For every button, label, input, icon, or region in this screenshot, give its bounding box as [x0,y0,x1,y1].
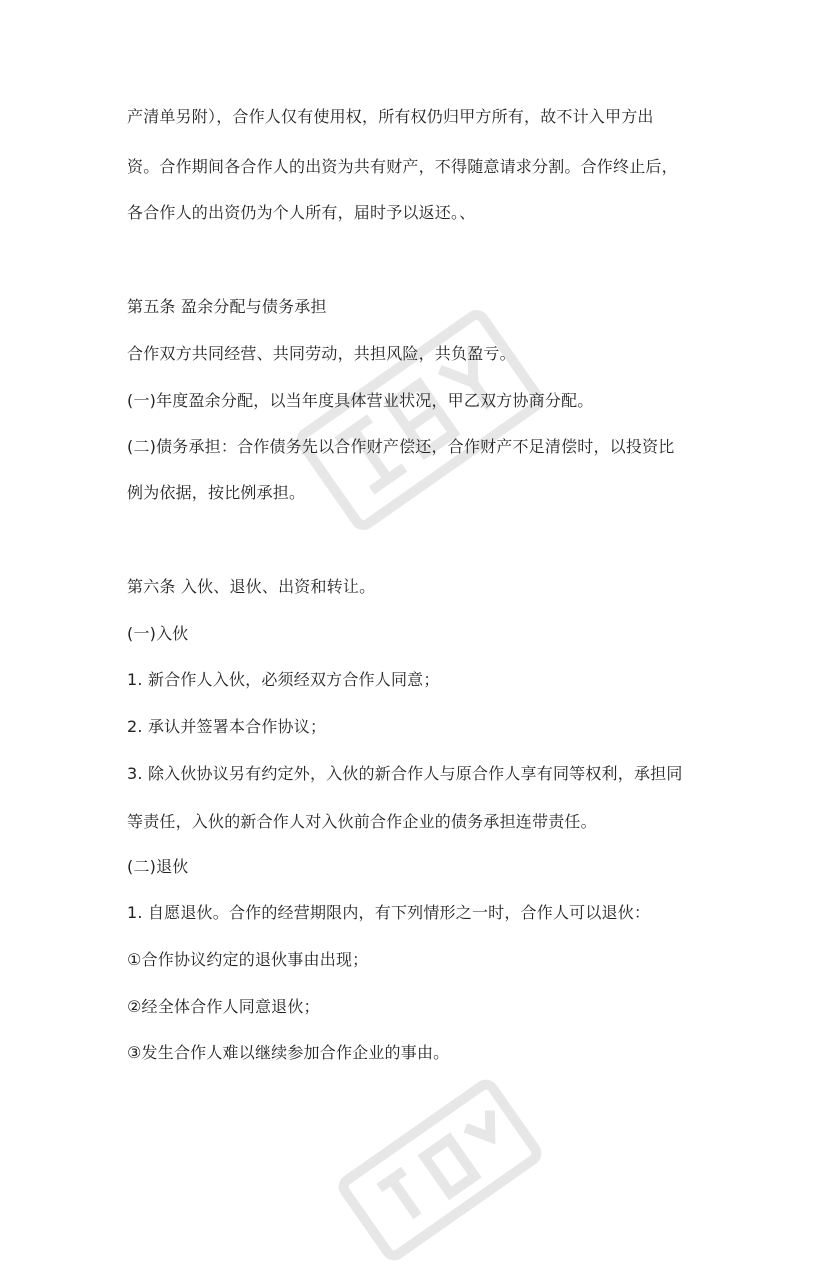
list-item: 1. 新合作人入伙，必须经双方合作人同意； [127,670,440,689]
list-item: ③发生合作人难以继续参加合作企业的事由。 [127,1043,450,1062]
subsection-heading: (二)退伙 [127,857,189,876]
section-heading: 第五条 盈余分配与债务承担 [127,297,327,316]
paragraph-line: 资。合作期间各合作人的出资为共有财产，不得随意请求分割。合作终止后， [127,157,678,176]
paragraph-line: 产清单另附），合作人仅有使用权，所有权仍归甲方所有，故不计入甲方出 [127,107,654,126]
list-item: 2. 承认并签署本合作协议； [127,717,327,736]
watermark-stamp-icon [330,1070,550,1270]
paragraph-line: 合作双方共同经营、共同劳动，共担风险，共负盈亏。 [127,344,516,363]
subsection-heading: (一)入伙 [127,624,189,643]
list-item: 1. 自愿退伙。合作的经营期限内，有下列情形之一时，合作人可以退伙： [127,903,651,922]
list-item: ①合作协议约定的退伙事由出现； [127,950,369,969]
section-heading: 第六条 入伙、退伙、出资和转让。 [127,577,376,596]
list-item: 3. 除入伙协议另有约定外，入伙的新合作人与原合作人享有同等权利，承担同 [127,764,683,783]
paragraph-line: 各合作人的出资仍为个人所有，届时予以返还。、 [127,203,476,222]
paragraph-line: 例为依据，按比例承担。 [127,483,306,502]
paragraph-line: (二)债务承担：合作债务先以合作财产偿还，合作财产不足清偿时，以投资比 [127,437,675,456]
list-item: ②经全体合作人同意退伙； [127,997,320,1016]
paragraph-line: 等责任，入伙的新合作人对入伙前合作企业的债务承担连带责任。 [127,812,597,831]
paragraph-line: (一)年度盈余分配，以当年度具体营业状况，甲乙双方协商分配。 [127,391,594,410]
